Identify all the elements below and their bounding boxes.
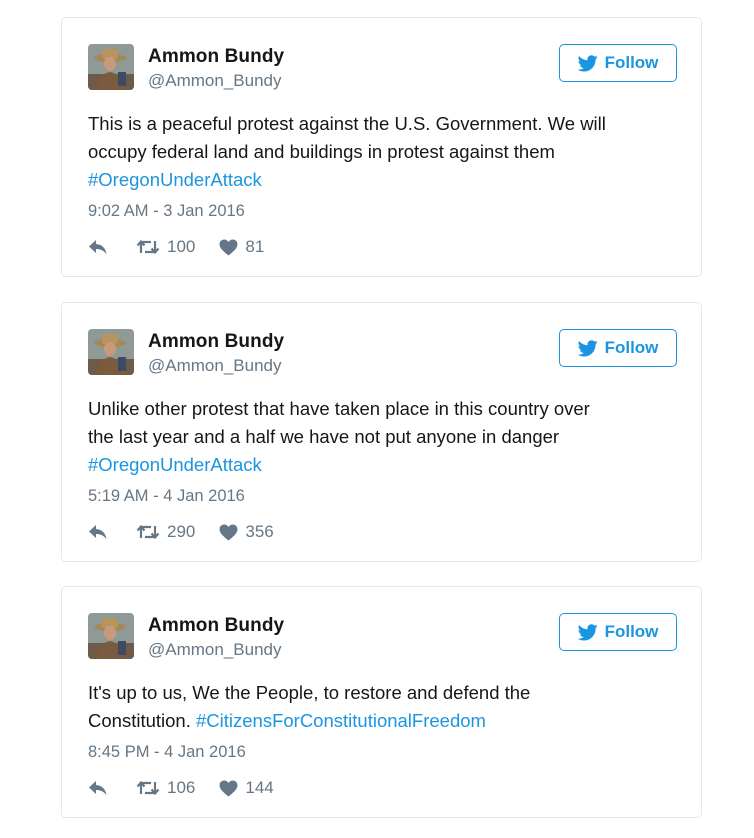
retweet-icon — [136, 780, 160, 796]
follow-label: Follow — [604, 338, 659, 357]
tweet-text-line: It's up to us, We the People, to restore and defend the — [88, 682, 531, 703]
like-count: 356 — [245, 522, 274, 541]
tweet-actions — [88, 777, 274, 799]
user-handle[interactable]: @Ammon_Bundy — [148, 640, 282, 659]
tweet-text-line: the last year and a half we have not put anyone in danger — [88, 426, 560, 447]
avatar[interactable] — [88, 613, 134, 659]
retweet-button[interactable] — [136, 522, 195, 542]
tweet-text — [88, 395, 675, 479]
heart-icon — [219, 524, 238, 541]
like-button[interactable] — [219, 237, 264, 257]
reply-icon[interactable] — [88, 780, 108, 796]
retweet-icon — [136, 524, 160, 540]
tweet-actions — [88, 521, 274, 543]
timestamp[interactable]: 8:45 PM - 4 Jan 2016 — [88, 743, 246, 761]
tweet-text — [88, 110, 675, 194]
reply-icon[interactable] — [88, 239, 108, 255]
tweet-text-line: Unlike other protest that have taken place in this country over — [88, 398, 590, 419]
tweet-text-line: occupy federal land and buildings in protest against them — [88, 141, 555, 162]
twitter-bird-icon — [578, 340, 598, 357]
retweet-count: 290 — [167, 522, 196, 541]
follow-button[interactable] — [559, 44, 677, 82]
display-name[interactable]: Ammon Bundy — [148, 615, 285, 636]
like-count: 81 — [245, 237, 265, 256]
like-button[interactable] — [219, 522, 273, 542]
follow-label: Follow — [604, 53, 659, 72]
hashtag-link[interactable]: #OregonUnderAttack — [88, 454, 262, 475]
twitter-bird-icon — [578, 55, 598, 72]
retweet-count: 106 — [167, 778, 196, 797]
hashtag-link[interactable]: #OregonUnderAttack — [88, 169, 262, 190]
avatar[interactable] — [88, 44, 134, 90]
follow-button[interactable] — [559, 613, 677, 651]
retweet-count: 100 — [167, 237, 196, 256]
display-name[interactable]: Ammon Bundy — [148, 331, 285, 352]
retweet-button[interactable] — [136, 778, 195, 798]
avatar[interactable] — [88, 329, 134, 375]
heart-icon — [219, 239, 238, 256]
timestamp[interactable]: 5:19 AM - 4 Jan 2016 — [88, 487, 245, 505]
hashtag-link[interactable]: #CitizensForConstitutionalFreedom — [195, 710, 486, 731]
user-handle[interactable]: @Ammon_Bundy — [148, 356, 282, 375]
twitter-bird-icon — [578, 624, 598, 641]
retweet-icon — [136, 239, 160, 255]
reply-icon[interactable] — [88, 524, 108, 540]
tweet-card — [61, 17, 702, 277]
follow-label: Follow — [604, 622, 659, 641]
like-count: 144 — [245, 778, 274, 797]
user-handle[interactable]: @Ammon_Bundy — [148, 71, 282, 90]
tweet-card — [61, 586, 702, 818]
heart-icon — [219, 780, 238, 797]
tweet-text-line: Constitution. — [88, 710, 191, 731]
timestamp[interactable]: 9:02 AM - 3 Jan 2016 — [88, 202, 245, 220]
tweet-actions — [88, 236, 264, 258]
retweet-button[interactable] — [136, 237, 195, 257]
display-name[interactable]: Ammon Bundy — [148, 46, 285, 67]
tweet-text — [88, 679, 675, 735]
tweet-card — [61, 302, 702, 562]
follow-button[interactable] — [559, 329, 677, 367]
tweet-text-line: This is a peaceful protest against the U.S. Government. We will — [88, 113, 606, 134]
like-button[interactable] — [219, 778, 273, 798]
